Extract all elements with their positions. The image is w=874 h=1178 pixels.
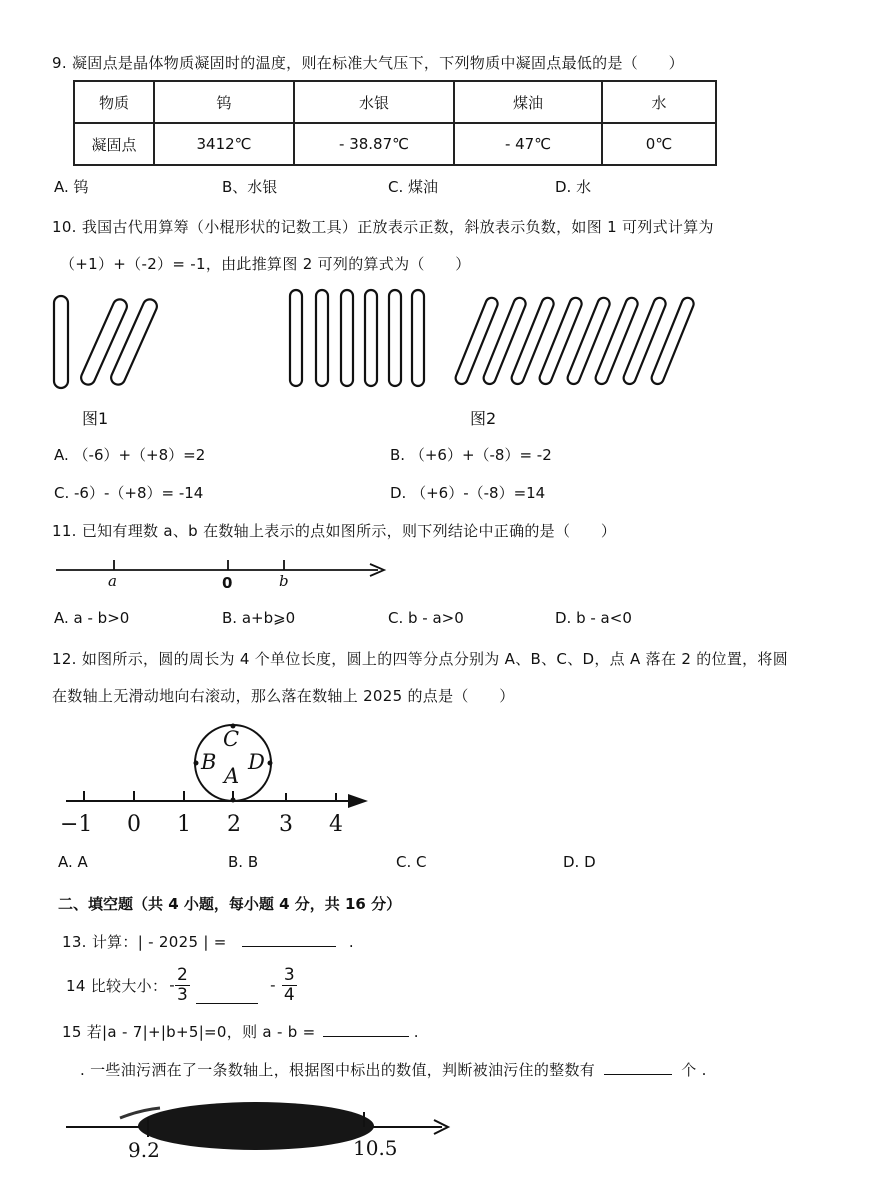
q9-option-d: D. 水 — [555, 178, 592, 196]
axis-tick-label: 2 — [227, 812, 241, 837]
frac2-sign: - — [270, 976, 276, 994]
q12-option-a: A. A — [58, 853, 88, 871]
circle-label-d: D — [248, 750, 265, 774]
axis-tick-label: 1 — [177, 812, 191, 837]
q13-text: 13. 计算：| - 2025 | = — [62, 933, 227, 951]
q15-text: 15 若|a - 7|+|b+5|=0，则 a - b = — [62, 1023, 316, 1041]
fraction-denominator: 3 — [176, 984, 189, 1005]
fraction-numerator: 3 — [283, 964, 295, 985]
axis-label-zero: 0 — [222, 574, 233, 592]
q10-stem-line2: （+1）+（-2）= -1，由此推算图 2 可列的算式为（ ） — [60, 255, 471, 273]
q12-stem-line2: 在数轴上无滑动地向右滚动，那么落在数轴上 2025 的点是（ ） — [52, 687, 515, 705]
q10-stem-line1: 10. 我国古代用算筹（小棍形状的记数工具）正放表示正数，斜放表示负数，如图 1 可列式计算为 — [52, 218, 714, 236]
q16-unit: 个 . — [681, 1061, 707, 1079]
table-cell: 水 — [602, 81, 716, 123]
circle-label-a: A — [224, 764, 240, 788]
table-cell: 煤油 — [454, 81, 602, 123]
q12-stem-line1: 12. 如图所示，圆的周长为 4 个单位长度，圆上的四等分点分别为 A、B、C、D，点 A 落在 2 的位置，将圆 — [52, 650, 789, 668]
axis-label-10-5: 10.5 — [353, 1136, 398, 1160]
axis-tick-label: −1 — [60, 812, 93, 837]
fig2-label: 图2 — [470, 409, 497, 428]
table-cell: - 38.87℃ — [294, 123, 454, 165]
axis-tick-label: 3 — [279, 812, 293, 837]
table-cell: 凝固点 — [74, 123, 154, 165]
q11-stem: 11. 已知有理数 a、b 在数轴上表示的点如图所示，则下列结论中正确的是（ ） — [52, 522, 617, 540]
frac1-sign: - — [169, 976, 175, 994]
q9-option-b: B、水银 — [222, 178, 278, 196]
axis-label-a: a — [108, 572, 117, 590]
fraction-numerator: 2 — [176, 964, 189, 985]
q13-period: . — [348, 933, 354, 951]
circle-label-c: C — [223, 727, 240, 751]
oil-stain-blob — [138, 1102, 374, 1150]
q15-period: . — [413, 1023, 419, 1041]
q9-option-a: A. 钨 — [54, 178, 89, 196]
table-cell: 0℃ — [602, 123, 716, 165]
circle-label-b: B — [201, 750, 217, 774]
table-cell: 水银 — [294, 81, 454, 123]
q11-option-c: C. b - a>0 — [388, 609, 464, 627]
q11-option-b: B. a+b⩾0 — [222, 609, 296, 627]
q10-option-d: D. （+6）-（-8）=14 — [390, 484, 546, 502]
fraction-denominator: 4 — [283, 984, 295, 1005]
q12-option-d: D. D — [563, 853, 596, 871]
q12-option-b: B. B — [228, 853, 259, 871]
q10-option-b: B. （+6）+（-8）= -2 — [390, 446, 552, 464]
table-cell: 物质 — [74, 81, 154, 123]
q14-prefix: 14 比较大小： — [66, 976, 168, 995]
table-cell: 钨 — [154, 81, 294, 123]
q12-option-c: C. C — [396, 853, 427, 871]
table-cell: 3412℃ — [154, 123, 294, 165]
fig1-label: 图1 — [82, 409, 109, 428]
section-title: 二、填空题（共 4 小题，每小题 4 分，共 16 分） — [58, 895, 402, 913]
table-cell: - 47℃ — [454, 123, 602, 165]
axis-tick-label: 4 — [329, 812, 343, 837]
q9-option-c: C. 煤油 — [388, 178, 439, 196]
axis-tick-label: 0 — [127, 812, 141, 837]
axis-label-b: b — [279, 572, 289, 590]
q16-text: . 一些油污洒在了一条数轴上，根据图中标出的数值，判断被油污住的整数有 — [80, 1061, 596, 1079]
q10-option-c: C. -6）-（+8）= -14 — [54, 484, 204, 502]
axis-label-9-2: 9.2 — [128, 1138, 160, 1162]
q10-option-a: A. （-6）+（+8）=2 — [54, 446, 206, 464]
q11-option-a: A. a - b>0 — [54, 609, 130, 627]
q11-option-d: D. b - a<0 — [555, 609, 632, 627]
q9-stem: 9. 凝固点是晶体物质凝固时的温度，则在标准大气压下，下列物质中凝固点最低的是（ ） — [52, 54, 684, 72]
